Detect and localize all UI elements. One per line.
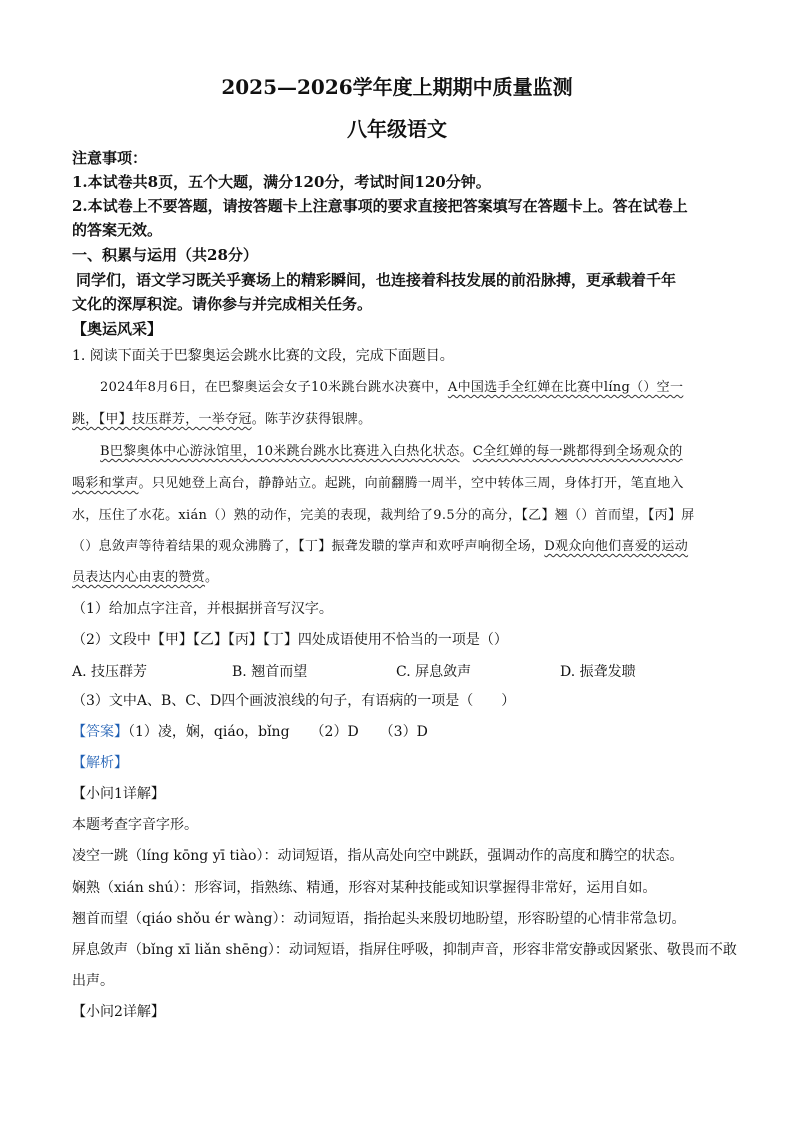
wavy-sentence-a-cont: 跳，【甲】技压群芳，一举夺冠 — [72, 412, 252, 427]
explanation-line-3: 翘首而望（qiáo shǒu ér wàng）：动词短语，指抬起头来殷切地盼望，形容盼望的心情非常急切。 — [72, 911, 686, 927]
passage-line-5: 水，压住了水花。xián（）熟的动作，完美的表现，裁判给了9.5分的高分，【乙】翘（）首而望，【丙】屏 — [72, 508, 695, 523]
passage-text: 2024年8月6日，在巴黎奥运会女子10米跳台跳水决赛中， — [100, 380, 448, 395]
option-a: A. 技压群芳 — [72, 664, 148, 680]
passage-line-6 — [72, 537, 727, 557]
passage-text: 。只见她登上高台，静静站立。起跳，向前翻腾一周半，空中转体三周，身体打开，笔直地入 — [138, 476, 684, 491]
sub-question-3: （3）文中A、B、C、D四个画波浪线的句子，有语病的一项是（ ） — [72, 693, 516, 709]
section-1-heading: 一、积累与运用（共28分） — [72, 246, 258, 264]
passage-line-7 — [72, 568, 727, 588]
passage-line-1 — [100, 378, 755, 398]
sub-answer-2-label: 【小问2详解】 — [72, 1004, 165, 1020]
passage-line-2 — [72, 410, 727, 430]
answer-text: （1）凌，娴，qiáo，bǐng （2）D （3）D — [128, 724, 428, 740]
section-1-intro-line-2: 文化的深厚积淀。请你参与并完成相关任务。 — [72, 295, 373, 313]
option-c: C. 屏息敛声 — [396, 664, 472, 680]
explanation-line-2: 娴熟（xián shú）：形容词，指熟练、精通，形容对某种技能或知识掌握得非常好，运用自如。 — [72, 880, 657, 896]
sub-question-1: （1）给加点字注音，并根据拼音写汉字。 — [72, 601, 333, 617]
explanation-line-1: 凌空一跳（líng kōng yī tiào）：动词短语，指从高处向空中跳跃，强调动作的高度和腾空的状态。 — [72, 848, 684, 864]
passage-line-4 — [72, 474, 727, 494]
wavy-sentence-a: A中国选手全红婵在比赛中líng（）空一 — [447, 380, 684, 395]
wavy-sentence-c-cont: 喝彩和掌声 — [72, 476, 139, 491]
sub-answer-1-label: 【小问1详解】 — [72, 786, 165, 802]
wavy-sentence-d: D观众向他们喜爱的运动 — [544, 539, 689, 554]
notice-item-2-line-1: 2.本试卷上不要答题，请按答题卡上注意事项的要求直接把答案填写在答题卡上。答在试卷上 — [72, 197, 688, 215]
answer-line — [72, 722, 727, 742]
sub-answer-1-intro: 本题考查字音字形。 — [72, 817, 198, 833]
notice-heading: 注意事项： — [72, 149, 148, 167]
wavy-sentence-c: C全红婵的每一跳都得到全场观众的 — [472, 444, 683, 459]
explanation-line-4: 屏息敛声（bǐng xī liǎn shēng）：动词短语，指屏住呼吸，抑制声音，形容非常安静或因紧张、敬畏而不敢 — [72, 942, 737, 958]
explanation-line-4-cont: 出声。 — [72, 973, 114, 989]
analysis-label: 【解析】 — [72, 755, 128, 771]
passage-text: 。 — [459, 444, 473, 459]
sub-question-2: （2）文段中【甲】【乙】【丙】【丁】四处成语使用不恰当的一项是（） — [72, 632, 508, 648]
passage-text: 。陈芋汐获得银牌。 — [251, 412, 372, 427]
passage-text: 。 — [205, 570, 219, 585]
question-1-prompt: 1. 阅读下面关于巴黎奥运会跳水比赛的文段，完成下面题目。 — [72, 348, 454, 364]
passage-line-3 — [100, 442, 755, 462]
wavy-sentence-d-cont: 员表达内心由衷的赞赏 — [72, 570, 206, 585]
exam-title: 2025—2026学年度上期期中质量监测 — [221, 75, 573, 99]
answer-label: 【答案】 — [72, 724, 128, 740]
wavy-sentence-b: B巴黎奥体中心游泳馆里，10米跳台跳水比赛进入白热化状态 — [100, 444, 460, 459]
option-d: D. 振聋发聩 — [560, 664, 636, 680]
option-b: B. 翘首而望 — [232, 664, 308, 680]
exam-subject: 八年级语文 — [347, 117, 447, 141]
notice-item-1: 1.本试卷共8页，五个大题，满分120分，考试时间120分钟。 — [72, 173, 491, 191]
passage-text: （）息敛声等待着结果的观众沸腾了，【丁】振聋发聩的掌声和欢呼声响彻全场， — [72, 539, 545, 554]
section-1-intro-line-1: 同学们，语文学习既关乎赛场上的精彩瞬间，也连接着科技发展的前沿脉搏，更承载着千年 — [76, 271, 677, 289]
section-topic: 【奥运风采】 — [72, 320, 163, 338]
notice-item-2-line-2: 的答案无效。 — [72, 221, 163, 239]
